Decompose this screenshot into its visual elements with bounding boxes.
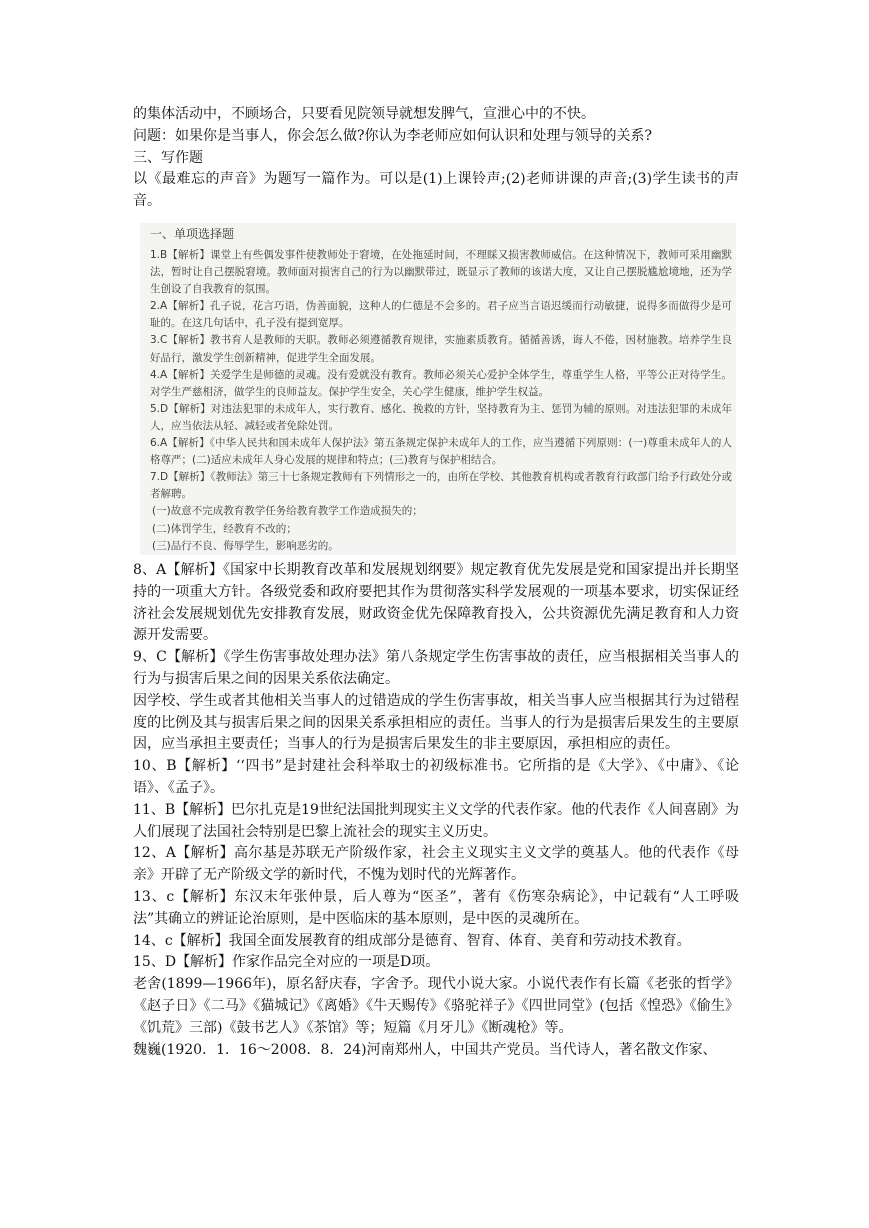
answer-paragraph: 13、c【解析】东汉末年张仲景，后人尊为“医圣”，著有《伤寒杂病论》，中记载有“人工呼吸法”其确立的辨证论治原则，是中医临床的基本原则，是中医的灵魂所在。 bbox=[133, 888, 739, 927]
answer-subitem: (三)品行不良、侮辱学生，影响恶劣的。 bbox=[152, 539, 339, 552]
answer-paragraph: 10、B【解析】‘‘四书”是封建社会科举取士的初级标准书。它所指的是《大学》、《中庸》、《论语》、《孟子》。 bbox=[133, 758, 739, 796]
answer-subitem: (一)故意不完成教育教学任务给教育教学工作造成损失的； bbox=[152, 505, 423, 518]
answer-paragraph: 8、A【解析】《国家中长期教育改革和发展规划纲要》规定教育优先发展是党和国家提出并长期坚持的一项重大方针。各级党委和政府要把其作为贯彻落实科学发展观的一项基本要求，切实保证经济社会发展规划优先安排教育发展，财政资金优先保障教育投入，公共资源优先满足教育和人力资源开发需要。 bbox=[133, 562, 739, 644]
answer-item: 7.D【解析】《教师法》第三十七条规定教师有下列情形之一的，由所在学校、其他教育机构或者教育行政部门给予行政处分或者解聘。 bbox=[150, 471, 732, 501]
answer-item: 5.D【解析】对违法犯罪的未成年人，实行教育、感化、挽救的方针，坚持教育为主、惩罚为辅的原则。对违法犯罪的未成年人，应当依法从轻、减轻或者免除处罚。 bbox=[150, 402, 732, 432]
writing-prompt: 以《最难忘的声音》为题写一篇作为。可以是(1)上课铃声;(2)老师讲课的声音;(3)学生读书的声音。 bbox=[133, 171, 739, 210]
answer-subitem: (二)体罚学生，经教育不改的； bbox=[152, 522, 297, 535]
answer-item: 1.B【解析】课堂上有些偶发事件使教师处于窘境，在处拖延时间，不理睬又损害教师威信。在这种情况下，教师可采用幽默法，暂时让自己摆脱窘境。教师面对损害自己的行为以幽默带过，既显示了教师的该诺大度，又让自己摆脱尴尬境地，还为学生创设了自我教育的氛围。 bbox=[150, 249, 732, 296]
section-heading: 三、写作题 bbox=[133, 149, 203, 166]
paragraph: 的集体活动中，不顾场合，只要看见院领导就想发脾气，宣泄心中的不快。 bbox=[133, 106, 595, 122]
answers-text-block bbox=[133, 560, 739, 1061]
answer-paragraph: 魏巍(1920．1．16～2008．8．24)河南郑州人，中国共产党员。当代诗人，著名散文作家、 bbox=[133, 1041, 717, 1058]
answer-item: 4.A【解析】关爱学生是师德的灵魂。没有爱就没有教育。教师必须关心爱护全体学生，尊重学生人格，平等公正对待学生。对学生严慈相济，做学生的良师益友。保护学生安全，关心学生健康，维护学生权益。 bbox=[150, 368, 732, 398]
scanned-answer-image bbox=[140, 223, 736, 555]
answer-item: 2.A【解析】孔子说，花言巧语，伪善面貌，这种人的仁德是不会多的。君子应当言语迟缓而行动敏捷，说得多而做得少是可耻的。在这几句话中，孔子没有提到宽厚。 bbox=[150, 300, 732, 330]
answer-paragraph: 9、C【解析】《学生伤害事故处理办法》第八条规定学生伤害事故的责任，应当根据相关当事人的行为与损害后果之间的因果关系依法确定。 bbox=[133, 649, 739, 687]
answer-paragraph: 12、A【解析】高尔基是苏联无产阶级作家，社会主义现实主义文学的奠基人。他的代表作《母亲》开辟了无产阶级文学的新时代，不愧为划时代的光辉著作。 bbox=[133, 845, 739, 884]
question-paragraph: 问题：如果你是当事人，你会怎么做?你认为李老师应如何认识和处理与领导的关系? bbox=[133, 127, 653, 144]
answer-item: 6.A【解析】《中华人民共和国未成年人保护法》第五条规定保护未成年人的工作，应当遵循下列原则：(一)尊重未成年人的人格尊严；(二)适应未成年人身心发展的规律和特点；(三)教育与保护相结合。 bbox=[150, 437, 732, 467]
answer-paragraph: 15、D【解析】作家作品完全对应的一项是D项。 bbox=[133, 954, 440, 971]
answer-paragraph: 14、c【解析】我国全面发展教育的组成部分是德育、智育、体育、美育和劳动技术教育。 bbox=[133, 932, 691, 949]
answer-paragraph: 因学校、学生或者其他相关当事人的过错造成的学生伤害事故，相关当事人应当根据其行为过错程度的比例及其与损害后果之间的因果关系承担相应的责任。当事人的行为是损害后果发生的主要原因，应当承担主要责任；当事人的行为是损害后果发生的非主要原因，承担相应的责任。 bbox=[133, 692, 739, 753]
top-text-block bbox=[133, 104, 739, 213]
scan-heading: 一、单项选择题 bbox=[150, 227, 235, 241]
scan-body bbox=[150, 247, 732, 555]
answer-paragraph: 11、B【解析】巴尔扎克是19世纪法国批判现实主义文学的代表作家。他的代表作《人间喜剧》为人们展现了法国社会特别是巴黎上流社会的现实主义历史。 bbox=[133, 801, 739, 840]
answer-paragraph: 老舍(1899—1966年)，原名舒庆春，字舍予。现代小说大家。小说代表作有长篇《老张的哲学》《赵子日》《二马》《猫城记》《离婚》《牛天赐传》《骆驼祥子》《四世同堂》(包括《惶恐》《偷生》《饥荒》三部)《鼓书艺人》《茶馆》等；短篇《月牙儿》《断魂枪》等。 bbox=[133, 976, 739, 1036]
answer-item: 3.C【解析】教书育人是教师的天职。教师必须遵循教育规律，实施素质教育。循循善诱，诲人不倦，因材施教。培养学生良好品行，激发学生创新精神，促进学生全面发展。 bbox=[150, 334, 732, 364]
